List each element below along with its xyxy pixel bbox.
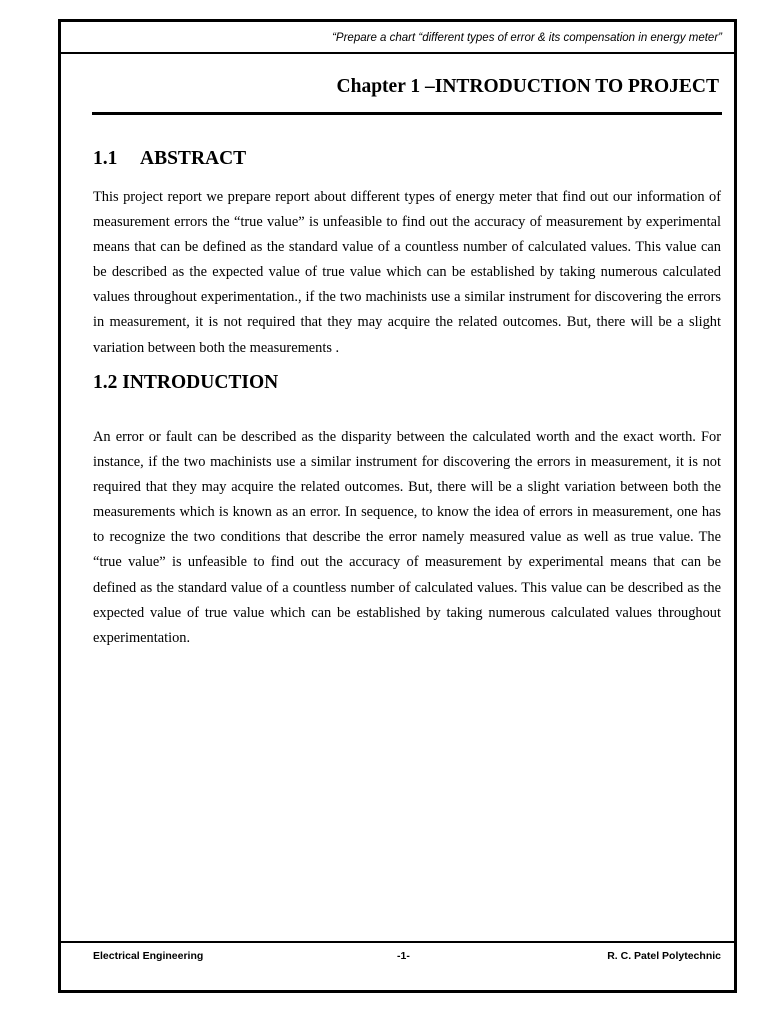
section-heading-abstract	[93, 148, 246, 170]
section-number: 1.1	[93, 148, 118, 169]
section-heading-introduction: 1.2 INTRODUCTION	[93, 372, 279, 393]
abstract-paragraph: This project report we prepare report about different types of energy meter that find out our information of measurement errors the “true value” is unfeasible to find out the accuracy of measurement by experimental means that can be defined as the standard value of a countless number of calculated values. This value can be described as the expected value of true value which can be established by taking numerous calculated values throughout experimentation., if the two machinists use a similar instrument for discovering the errors in measurement, it is not required that they may acquire the related outcomes. But, there will be a slight variation between both the measurements .	[93, 189, 721, 356]
chapter-title: Chapter 1 –INTRODUCTION TO PROJECT	[336, 76, 719, 97]
footer-department: Electrical Engineering	[93, 950, 204, 962]
footer-institution: R. C. Patel Polytechnic	[607, 950, 721, 962]
section-title: ABSTRACT	[140, 148, 247, 169]
header-rule	[61, 52, 737, 54]
running-header: “Prepare a chart “different types of error & its compensation in energy meter”	[332, 32, 722, 44]
chapter-rule	[92, 112, 722, 115]
introduction-paragraph: An error or fault can be described as the disparity between the calculated worth and the exact worth. For instance, if the two machinists use a similar instrument for discovering the errors in measurement, it is not required that they may acquire the related outcomes. But, there will be a slight variation between both the measurements which is known as an error. In sequence, to know the idea of errors in measurement, one has to recognize the two conditions that describe the error namely measured value as well as true value. The “true value” is unfeasible to find out the accuracy of measurement by experimental means that can be defined as the standard value of a countless number of calculated values. This value can be described as the expected value of true value which can be established by taking numerous calculated values throughout experimentation.	[93, 429, 721, 646]
page-number: -1-	[397, 950, 410, 962]
footer-rule	[61, 941, 737, 943]
